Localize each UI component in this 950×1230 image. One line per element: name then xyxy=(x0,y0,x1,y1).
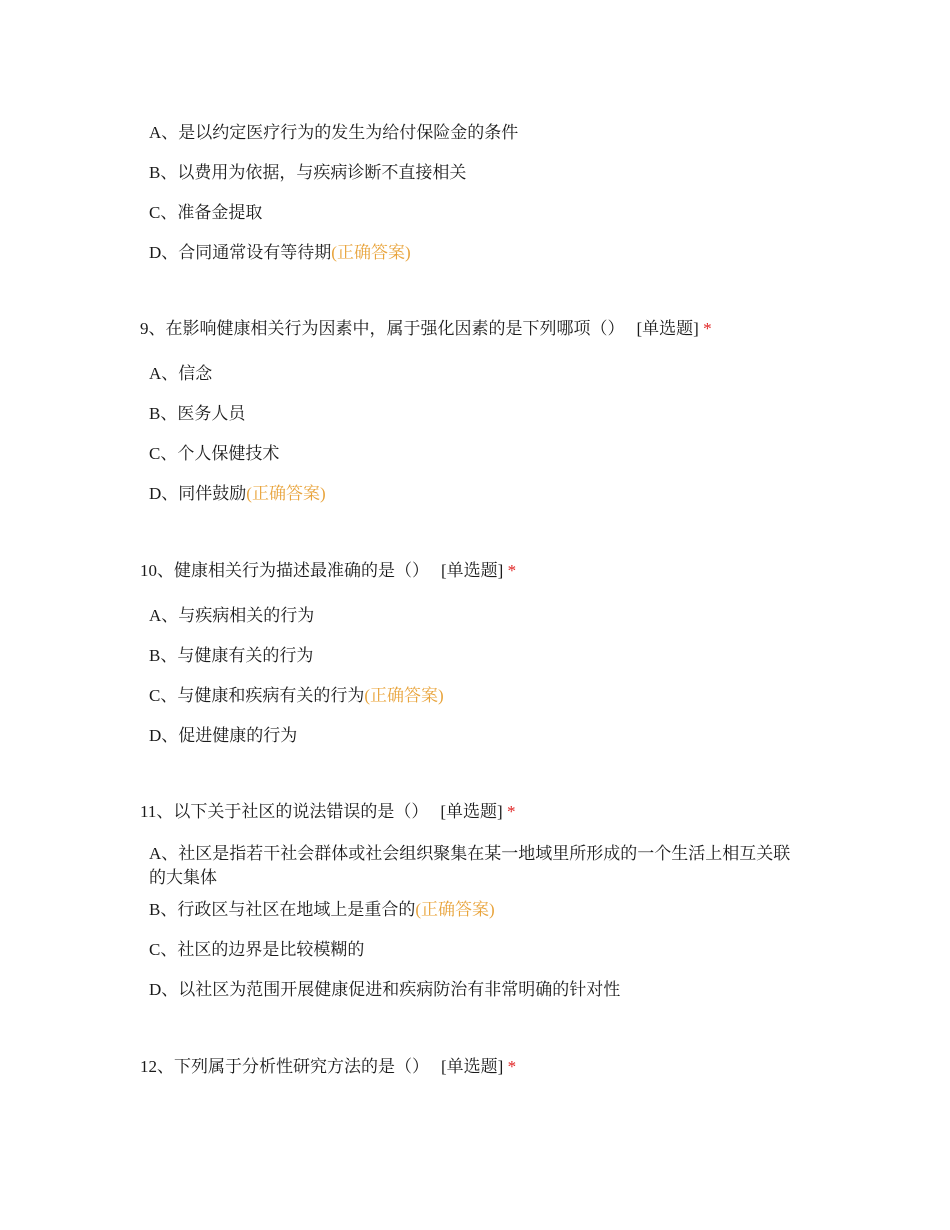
option-text: C、社区的边界是比较模糊的 xyxy=(149,940,365,959)
correct-answer-marker: (正确答案) xyxy=(415,900,495,919)
option-text: A、社区是指若干社会群体或社会组织聚集在某一地域里所形成的一个生活上相互关联的大集体 xyxy=(149,844,791,887)
option-text: D、促进健康的行为 xyxy=(149,726,298,745)
option-text: D、以社区为范围开展健康促进和疾病防治有非常明确的针对性 xyxy=(149,980,621,999)
question-type-tag: [单选题] xyxy=(441,561,504,580)
option-text: B、医务人员 xyxy=(149,404,246,423)
correct-answer-marker: (正确答案) xyxy=(331,243,411,262)
option-text: A、与疾病相关的行为 xyxy=(149,606,315,625)
q8-option-c xyxy=(149,201,809,225)
q10-title xyxy=(140,559,516,583)
question-title: 12、下列属于分析性研究方法的是（） xyxy=(140,1057,429,1076)
q9-option-b xyxy=(149,402,809,426)
option-text: B、以费用为依据，与疾病诊断不直接相关 xyxy=(149,163,467,182)
required-star: * xyxy=(506,802,516,821)
question-title: 10、健康相关行为描述最准确的是（） xyxy=(140,561,429,580)
option-text: C、个人保健技术 xyxy=(149,444,280,463)
option-text: B、与健康有关的行为 xyxy=(149,646,314,665)
question-type-tag: [单选题] xyxy=(441,1057,504,1076)
option-text: D、同伴鼓励 xyxy=(149,484,247,503)
q8-option-d xyxy=(149,241,809,265)
option-text: C、准备金提取 xyxy=(149,203,263,222)
question-title: 11、以下关于社区的说法错误的是（） xyxy=(140,802,429,821)
option-text: A、是以约定医疗行为的发生为给付保险金的条件 xyxy=(149,123,519,142)
question-title: 9、在影响健康相关行为因素中，属于强化因素的是下列哪项（） xyxy=(140,319,625,338)
option-text: C、与健康和疾病有关的行为 xyxy=(149,686,365,705)
q11-option-b xyxy=(149,898,809,922)
option-text: D、合同通常设有等待期 xyxy=(149,243,332,262)
q8-option-a xyxy=(149,121,809,145)
q11-title xyxy=(140,800,515,824)
correct-answer-marker: (正确答案) xyxy=(246,484,326,503)
q9-option-a xyxy=(149,362,809,386)
option-text: A、信念 xyxy=(149,364,213,383)
required-star: * xyxy=(507,1057,517,1076)
q10-option-d xyxy=(149,724,809,748)
q9-title xyxy=(140,317,712,341)
correct-answer-marker: (正确答案) xyxy=(364,686,444,705)
q12-title xyxy=(140,1055,516,1079)
q8-option-b xyxy=(149,161,809,185)
required-star: * xyxy=(703,319,712,338)
question-type-tag: [单选题] xyxy=(636,319,699,338)
question-type-tag: [单选题] xyxy=(440,802,503,821)
q10-option-b xyxy=(149,644,809,668)
q9-option-d xyxy=(149,482,809,506)
q11-option-a xyxy=(149,842,799,890)
q11-option-d xyxy=(149,978,809,1002)
required-star: * xyxy=(507,561,517,580)
q10-option-c xyxy=(149,684,809,708)
option-text: B、行政区与社区在地域上是重合的 xyxy=(149,900,416,919)
q10-option-a xyxy=(149,604,809,628)
q11-option-c xyxy=(149,938,809,962)
q9-option-c xyxy=(149,442,809,466)
